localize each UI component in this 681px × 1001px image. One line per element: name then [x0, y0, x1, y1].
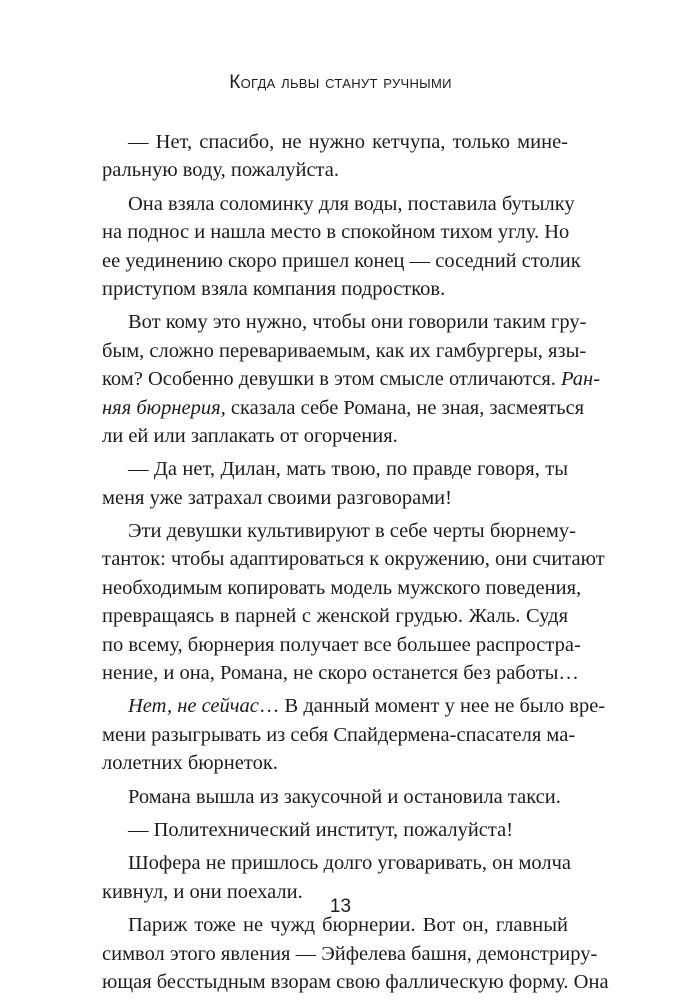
running-head: Когда львы станут ручными — [229, 72, 452, 93]
paragraph — [102, 455, 568, 512]
text-segment: превращаясь в парней с женской грудью. Жаль. Судя — [102, 605, 568, 628]
text-line — [102, 365, 601, 393]
text-segment: бым, сложно перевариваемым, как их гамбургеры, язы- — [102, 339, 587, 362]
text-line — [102, 816, 568, 844]
text-segment: — Политехнический институт, пожалуйста! — [128, 818, 514, 841]
italic-text: Нет, не сейчас — [128, 695, 259, 718]
text-line — [102, 517, 576, 545]
text-segment: Она взяла соломинку для воды, поставила бутылку — [128, 192, 575, 215]
text-segment: … В данный момент у нее не было вре- — [258, 695, 606, 718]
text-line — [102, 940, 598, 968]
text-line — [102, 247, 581, 275]
text-segment: танток: чтобы адаптироваться к окружению, они считают — [102, 548, 605, 571]
text-line — [102, 394, 585, 422]
text-line — [102, 218, 568, 246]
paragraph — [102, 308, 601, 450]
paragraph — [102, 911, 609, 996]
text-line — [102, 545, 605, 573]
text-segment: на поднос и нашла место в спокойном тихом углу. Но — [102, 221, 570, 244]
text-line — [102, 308, 587, 336]
text-segment: Вот кому это нужно, чтобы они говорили таким гру- — [128, 311, 587, 334]
text-line — [102, 602, 568, 630]
text-segment: Шофера не пришлось долго уговаривать, он молча — [128, 852, 572, 875]
text-segment: ее уединению скоро пришел конец — соседний столик — [102, 249, 581, 272]
text-segment: кивнул, и они поехали. — [102, 880, 303, 903]
text-line — [102, 422, 568, 450]
text-segment: мени разыгрывать из себя Спайдермена-спасателя ма- — [102, 723, 576, 746]
text-line — [102, 659, 579, 687]
text-segment: лолетних бюрнеток. — [102, 752, 278, 775]
paragraph — [102, 816, 568, 844]
text-segment: символ этого явления — Эйфелева башня, демонстриру- — [102, 942, 598, 965]
text-segment: Эти девушки культивируют в себе черты бюрнему- — [128, 520, 576, 543]
text-segment: Романа вышла из закусочной и остановила такси. — [128, 785, 561, 808]
text-segment: по всему, бюрнерия получает все большее распростра- — [102, 633, 581, 656]
text-line — [102, 783, 568, 811]
text-segment: — Да нет, Дилан, мать твою, по правде говоря, ты — [128, 458, 568, 481]
text-line — [102, 849, 572, 877]
text-line — [102, 574, 582, 602]
text-segment: ком? Особенно девушки в этом смысле отличаются. — [102, 368, 562, 391]
text-line — [102, 749, 568, 777]
text-segment: ральную воду, пожалуйста. — [102, 159, 339, 182]
text-segment: — Нет, спасибо, не нужно кетчупа, только мине- — [128, 131, 568, 153]
text-line — [102, 721, 576, 749]
text-line — [102, 631, 581, 659]
paragraph — [102, 783, 568, 811]
text-segment: ющая бесстыдным взорам свою фаллическую форму. Она — [102, 970, 609, 993]
text-line — [102, 337, 587, 365]
paragraph — [102, 128, 568, 185]
paragraph — [102, 517, 605, 687]
text-segment: нение, и она, Романа, не скоро останется без работы… — [102, 662, 579, 685]
page-number: 13 — [329, 896, 352, 917]
text-line — [102, 156, 568, 184]
text-line — [102, 275, 568, 303]
italic-text: Ран- — [561, 368, 601, 391]
text-segment: ли ей или заплакать от огорчения. — [102, 424, 398, 447]
text-segment: Париж тоже не чужд бюрнерии. Вот он, главный — [128, 914, 568, 937]
body-text — [102, 128, 609, 1001]
text-line — [102, 692, 606, 720]
text-segment: необходимым копировать модель мужского поведения, — [102, 576, 582, 599]
text-line — [102, 128, 568, 156]
text-segment: приступом взяла компания подростков. — [102, 277, 446, 300]
text-segment: , сказала себе Романа, не зная, засмеяться — [220, 396, 585, 419]
text-line — [102, 968, 609, 996]
text-line — [102, 484, 568, 512]
paragraph — [102, 692, 606, 777]
text-line — [102, 455, 568, 483]
text-segment: меня уже затрахал своими разговорами! — [102, 486, 452, 509]
paragraph — [102, 190, 581, 304]
text-line — [102, 190, 575, 218]
italic-text: няя бюрнерия — [102, 396, 221, 419]
